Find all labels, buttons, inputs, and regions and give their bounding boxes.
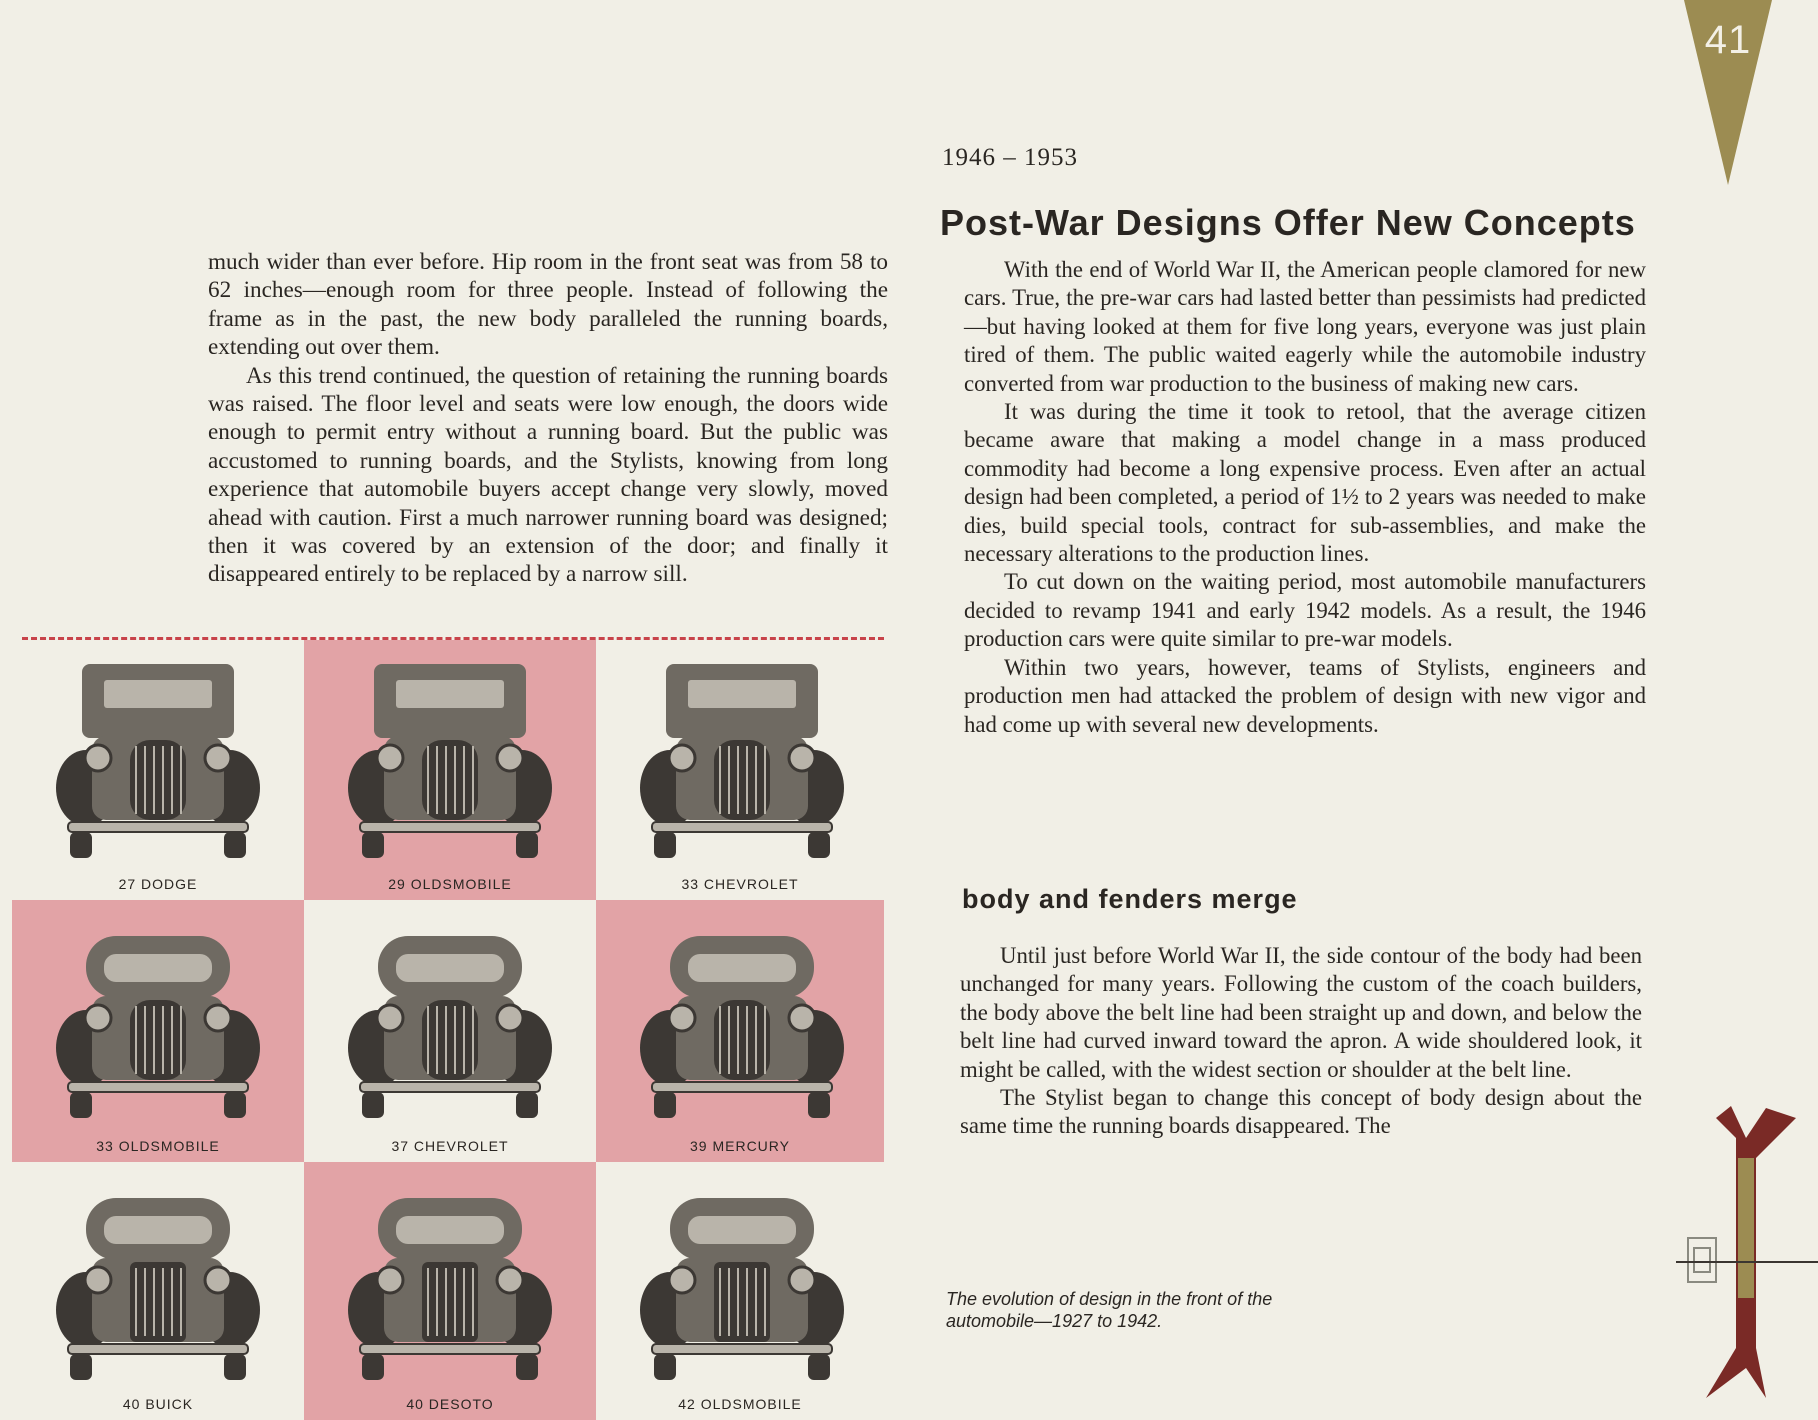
car-cell-6 bbox=[596, 900, 884, 1162]
right-paragraph-1: With the end of World War II, the American people clamored for new cars. True, the pre-war cars had lasted better than pessimists had predicted—but having looked at them for five long years, everyone was just plain tired of them. The public waited eagerly while the automobile industry converted from war production to the business of making new cars. bbox=[964, 257, 1646, 396]
car-label: 39 MERCURY bbox=[690, 1138, 790, 1154]
decorative-emblem bbox=[1676, 1098, 1818, 1404]
car-label: 29 OLDSMOBILE bbox=[388, 876, 512, 892]
left-paragraph-2: As this trend continued, the question of retaining the running boards was raised. The floor level and seats were low enough, the doors wide enough to permit entry without a running board. But the public was accustomed to running boards, and the Stylists, knowing from long experience that automobile buyers accept change very slowly, moved ahead with caution. First a much narrower running board was designed; then it was covered by an extension of the door; and finally it disappeared entirely to be replaced by a narrow sill. bbox=[208, 362, 888, 588]
right-paragraph-5: Until just before World War II, the side contour of the body had been unchanged for many years. Following the custom of the coach builders, the body above the belt line had been straight up and down, and below the belt line had curved inward toward the apron. A wide shouldered look, it might be called, with the widest section or shoulder at the belt line. bbox=[960, 943, 1642, 1082]
article-title: Post-War Designs Offer New Concepts bbox=[940, 202, 1636, 243]
figure-caption: The evolution of design in the front of the automobile—1927 to 1942. bbox=[946, 1289, 1273, 1331]
car-photo bbox=[344, 658, 556, 868]
right-paragraph-6: The Stylist began to change this concept of body design about the same time the running boards disappeared. The bbox=[960, 1085, 1642, 1139]
car-label: 42 OLDSMOBILE bbox=[678, 1396, 802, 1412]
era-heading: 1946 – 1953 bbox=[942, 144, 1078, 171]
car-label: 40 DESOTO bbox=[406, 1396, 494, 1412]
car-label: 40 BUICK bbox=[122, 1396, 194, 1412]
car-label: 33 OLDSMOBILE bbox=[96, 1138, 220, 1154]
car-cell-5 bbox=[304, 900, 596, 1162]
car-cell-4 bbox=[12, 900, 304, 1162]
section-subheading: body and fenders merge bbox=[962, 884, 1298, 914]
right-paragraph-4: Within two years, however, teams of Stylists, engineers and production men had attacked the problem of design with new vigor and had come up with several new developments. bbox=[964, 654, 1646, 737]
right-column-text bbox=[964, 256, 1646, 739]
right-paragraph-3: To cut down on the waiting period, most automobile manufacturers decided to revamp 1941 and early 1942 models. As a result, the 1946 production cars were quite similar to pre-war models. bbox=[964, 569, 1646, 652]
car-cell-2 bbox=[304, 640, 596, 900]
car-cell-3 bbox=[596, 640, 884, 900]
left-paragraph-1: much wider than ever before. Hip room in the front seat was from 58 to 62 inches—enough room for three people. Instead of following the frame as in the past, the new body paralleled the running boards, extending out over them. bbox=[208, 249, 888, 361]
right-paragraph-2: It was during the time it took to retool, that the average citizen became aware that making a model change in a mass produced commodity had become a long expensive process. Even after an actual design had been completed, a period of 1½ to 2 years was needed to make dies, build special tools, contract for sub-assemblies, and make the necessary alterations to the production lines. bbox=[964, 399, 1646, 567]
right-column-text-2 bbox=[960, 942, 1642, 1141]
car-photo bbox=[344, 918, 556, 1128]
car-cell-9 bbox=[596, 1162, 884, 1420]
car-label: 37 CHEVROLET bbox=[391, 1138, 509, 1154]
car-photo bbox=[52, 658, 264, 868]
page-number: 41 bbox=[1704, 18, 1752, 62]
car-photo bbox=[52, 1180, 264, 1390]
car-photo-grid bbox=[12, 640, 884, 1420]
car-photo bbox=[636, 918, 848, 1128]
car-label: 33 CHEVROLET bbox=[681, 876, 799, 892]
car-photo bbox=[636, 658, 848, 868]
car-photo bbox=[636, 1180, 848, 1390]
car-photo bbox=[344, 1180, 556, 1390]
left-column-text bbox=[208, 248, 888, 589]
car-label: 27 DODGE bbox=[118, 876, 198, 892]
car-photo bbox=[52, 918, 264, 1128]
car-cell-7 bbox=[12, 1162, 304, 1420]
car-cell-8 bbox=[304, 1162, 596, 1420]
car-cell-1 bbox=[12, 640, 304, 900]
